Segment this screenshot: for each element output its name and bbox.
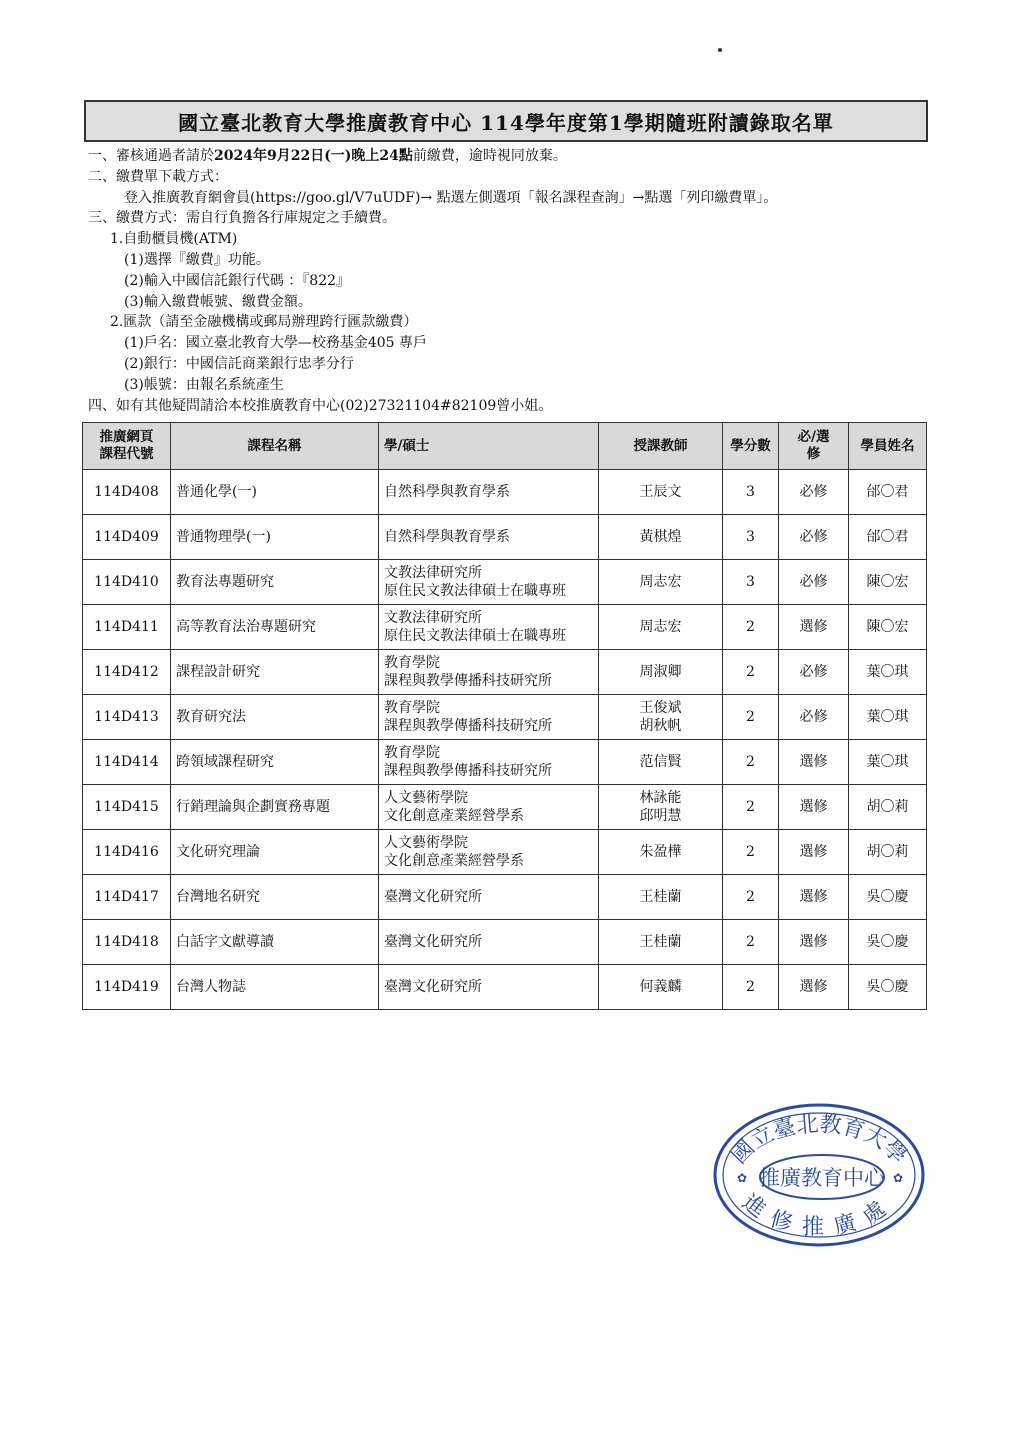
table-header-row — [83, 423, 927, 470]
course-type-cell — [779, 785, 849, 830]
student-name-cell — [849, 920, 927, 965]
credits-cell-text: 2 — [746, 979, 755, 995]
teacher-cell-text: 王辰文 — [639, 484, 682, 500]
course-type-cell-text: 必修 — [799, 574, 828, 590]
department-cell-text: 人文藝術學院 — [384, 790, 468, 806]
teacher-cell — [599, 470, 723, 515]
department-cell — [379, 515, 599, 560]
teacher-cell-text: 黃棋煌 — [639, 529, 682, 545]
atm-step-3: (3)輸入繳費帳號、繳費金額。 — [124, 293, 312, 310]
course-name-cell-text: 行銷理論與企劃實務專題 — [176, 799, 330, 815]
department-cell-text: 文化創意產業經營學系 — [384, 853, 524, 869]
table-row — [83, 695, 927, 740]
table-row — [83, 965, 927, 1010]
table-row — [83, 605, 927, 650]
teacher-cell — [599, 695, 723, 740]
course-type-cell — [779, 605, 849, 650]
course-name-cell-text: 跨領域課程研究 — [176, 754, 274, 770]
department-cell-text: 文教法律研究所 — [384, 565, 482, 581]
department-cell-text: 課程與教學傳播科技研究所 — [384, 673, 552, 689]
student-name-cell-text: 葉〇琪 — [866, 754, 909, 770]
teacher-cell — [599, 920, 723, 965]
course-name-cell — [171, 740, 379, 785]
course-type-cell-text: 必修 — [799, 484, 828, 500]
credits-cell-text: 2 — [746, 844, 755, 860]
official-seal — [712, 1100, 926, 1250]
course-type-cell — [779, 515, 849, 560]
course-code-cell-text: 114D410 — [94, 574, 159, 590]
seal-top-text: 國立臺北教育大學 — [726, 1112, 912, 1170]
table-body — [83, 470, 927, 1010]
student-name-cell — [849, 740, 927, 785]
header-course-code — [83, 423, 171, 470]
course-name-cell-text: 台灣人物誌 — [176, 979, 246, 995]
credits-cell — [723, 515, 779, 560]
course-code-cell — [83, 560, 171, 605]
department-cell — [379, 830, 599, 875]
course-code-cell — [83, 875, 171, 920]
credits-cell-text: 3 — [746, 574, 755, 590]
course-name-cell — [171, 605, 379, 650]
course-type-cell — [779, 920, 849, 965]
student-name-cell-text: 胡〇莉 — [866, 844, 909, 860]
course-type-cell — [779, 830, 849, 875]
course-type-cell — [779, 740, 849, 785]
course-type-cell-text: 選修 — [799, 799, 828, 815]
note-item-1-suffix: 前繳費，逾時視同放棄。 — [412, 148, 567, 164]
department-cell-text: 人文藝術學院 — [384, 835, 468, 851]
course-code-cell — [83, 740, 171, 785]
credits-cell-text: 2 — [746, 934, 755, 950]
course-code-cell-text: 114D417 — [94, 889, 159, 905]
teacher-cell-text: 范信賢 — [639, 754, 682, 770]
teacher-cell-text: 周淑卿 — [639, 664, 682, 680]
student-name-cell-text: 吳〇慶 — [866, 889, 909, 905]
table-row — [83, 785, 927, 830]
department-cell — [379, 605, 599, 650]
course-type-cell-text: 選修 — [799, 619, 828, 635]
note-item-2: 二、繳費單下載方式： — [88, 168, 228, 185]
teacher-cell-text: 王桂蘭 — [639, 889, 682, 905]
department-cell — [379, 875, 599, 920]
table-row — [83, 515, 927, 560]
course-code-cell — [83, 965, 171, 1010]
course-name-cell-text: 台灣地名研究 — [176, 889, 260, 905]
credits-cell — [723, 560, 779, 605]
credits-cell-text: 2 — [746, 709, 755, 725]
teacher-cell — [599, 830, 723, 875]
teacher-cell — [599, 965, 723, 1010]
course-type-cell-text: 選修 — [799, 889, 828, 905]
teacher-cell-text: 周志宏 — [639, 574, 682, 590]
student-name-cell — [849, 785, 927, 830]
admission-table — [82, 422, 927, 1010]
course-name-cell-text: 高等教育法治專題研究 — [176, 619, 316, 635]
wire-title: 2.匯款（請至金融機構或郵局辦理跨行匯款繳費） — [110, 314, 418, 331]
table-row — [83, 560, 927, 605]
course-name-cell — [171, 965, 379, 1010]
seal-bottom-text: 進修推廣處 — [737, 1189, 901, 1241]
credits-cell — [723, 695, 779, 740]
department-cell-text: 原住民文教法律碩士在職專班 — [384, 583, 566, 599]
student-name-cell-text: 陳〇宏 — [866, 574, 909, 590]
course-code-cell — [83, 785, 171, 830]
department-cell-text: 臺灣文化研究所 — [384, 979, 482, 995]
credits-cell-text: 2 — [746, 799, 755, 815]
student-name-cell-text: 胡〇莉 — [866, 799, 909, 815]
student-name-cell-text: 葉〇琪 — [866, 709, 909, 725]
document-title: 國立臺北教育大學推廣教育中心 114學年度第1學期隨班附讀錄取名單 — [84, 100, 928, 142]
note-item-4: 四、如有其他疑問請洽本校推廣教育中心(02)27321104#82109曾小姐。 — [88, 397, 553, 414]
course-name-cell — [171, 515, 379, 560]
credits-cell — [723, 605, 779, 650]
header-student-name: 學員姓名 — [849, 423, 927, 470]
course-type-cell-text: 必修 — [799, 709, 828, 725]
course-code-cell-text: 114D419 — [94, 979, 159, 995]
course-type-cell — [779, 470, 849, 515]
teacher-cell — [599, 605, 723, 650]
course-name-cell-text: 普通物理學(一) — [176, 529, 271, 545]
course-code-cell-text: 114D409 — [94, 529, 159, 545]
credits-cell — [723, 470, 779, 515]
department-cell — [379, 560, 599, 605]
note-item-2-detail: 登入推廣教育網會員(https://goo.gl/V7uUDF)→ 點選左側選項「報名課程查詢」→點選「列印繳費單」。 — [124, 189, 778, 206]
student-name-cell — [849, 650, 927, 695]
course-type-cell-text: 選修 — [799, 844, 828, 860]
seal-graphic — [715, 1105, 923, 1245]
course-type-cell-text: 選修 — [799, 754, 828, 770]
credits-cell — [723, 740, 779, 785]
credits-cell-text: 3 — [746, 484, 755, 500]
wire-step-2: (2)銀行：中國信託商業銀行忠孝分行 — [124, 355, 354, 372]
note-item-1 — [88, 146, 928, 167]
notes-section — [88, 146, 928, 416]
course-type-cell — [779, 650, 849, 695]
department-cell-text: 文教法律研究所 — [384, 610, 482, 626]
student-name-cell-text: 邰〇君 — [866, 529, 909, 545]
teacher-cell-text: 何義麟 — [639, 979, 682, 995]
student-name-cell — [849, 605, 927, 650]
header-department: 學/碩士 — [379, 423, 599, 470]
course-type-cell — [779, 560, 849, 605]
table-row — [83, 650, 927, 695]
student-name-cell-text: 陳〇宏 — [866, 619, 909, 635]
scan-speck — [718, 48, 722, 52]
course-code-cell-text: 114D411 — [94, 619, 159, 635]
header-course-type-line1: 必/選 — [797, 429, 830, 445]
course-name-cell-text: 普通化學(一) — [176, 484, 257, 500]
course-name-cell-text: 教育法專題研究 — [176, 574, 274, 590]
note-item-1-prefix: 一、審核通過者請於 — [88, 148, 214, 164]
course-name-cell-text: 教育研究法 — [176, 709, 246, 725]
course-name-cell-text: 文化研究理論 — [176, 844, 260, 860]
department-cell — [379, 965, 599, 1010]
teacher-cell-text: 王桂蘭 — [639, 934, 682, 950]
department-cell — [379, 740, 599, 785]
course-code-cell — [83, 830, 171, 875]
teacher-cell — [599, 875, 723, 920]
course-type-cell-text: 選修 — [799, 979, 828, 995]
course-type-cell-text: 選修 — [799, 934, 828, 950]
credits-cell — [723, 875, 779, 920]
department-cell — [379, 920, 599, 965]
department-cell-text: 課程與教學傳播科技研究所 — [384, 718, 552, 734]
course-code-cell — [83, 605, 171, 650]
teacher-cell — [599, 740, 723, 785]
course-type-cell-text: 必修 — [799, 529, 828, 545]
atm-step-2: (2)輸入中國信託銀行代碼 ：『822』 — [124, 272, 351, 289]
student-name-cell-text: 吳〇慶 — [866, 979, 909, 995]
student-name-cell — [849, 515, 927, 560]
header-course-code-line2: 課程代號 — [99, 446, 154, 462]
course-name-cell — [171, 560, 379, 605]
course-code-cell-text: 114D416 — [94, 844, 159, 860]
department-cell-text: 教育學院 — [384, 700, 440, 716]
credits-cell — [723, 650, 779, 695]
student-name-cell-text: 吳〇慶 — [866, 934, 909, 950]
seal-right-emblem-icon: ✿ — [892, 1171, 904, 1185]
teacher-cell-text: 林詠能 — [639, 790, 682, 806]
course-code-cell-text: 114D415 — [94, 799, 159, 815]
department-cell-text: 自然科學與教育學系 — [384, 484, 510, 500]
student-name-cell — [849, 695, 927, 740]
course-name-cell — [171, 830, 379, 875]
department-cell — [379, 650, 599, 695]
department-cell-text: 原住民文教法律碩士在職專班 — [384, 628, 566, 644]
table-row — [83, 875, 927, 920]
course-type-cell — [779, 695, 849, 740]
header-credits: 學分數 — [723, 423, 779, 470]
wire-step-1: (1)戶名：國立臺北教育大學—校務基金405 專戶 — [124, 335, 428, 352]
teacher-cell — [599, 560, 723, 605]
table-row — [83, 830, 927, 875]
student-name-cell — [849, 830, 927, 875]
student-name-cell — [849, 470, 927, 515]
credits-cell-text: 2 — [746, 889, 755, 905]
course-code-cell-text: 114D413 — [94, 709, 159, 725]
teacher-cell-text: 王俊斌 — [639, 700, 682, 716]
teacher-cell-text: 周志宏 — [639, 619, 682, 635]
course-name-cell-text: 白話字文獻導讀 — [176, 934, 274, 950]
course-name-cell — [171, 785, 379, 830]
course-code-cell-text: 114D414 — [94, 754, 159, 770]
student-name-cell — [849, 965, 927, 1010]
teacher-cell — [599, 515, 723, 560]
teacher-cell-text: 朱盈樺 — [639, 844, 682, 860]
credits-cell-text: 2 — [746, 754, 755, 770]
table-row — [83, 740, 927, 785]
atm-title: 1.自動櫃員機(ATM) — [110, 231, 238, 248]
course-code-cell — [83, 920, 171, 965]
note-item-3: 三、繳費方式：需自行負擔各行庫規定之手續費。 — [88, 210, 396, 227]
table-row — [83, 920, 927, 965]
teacher-cell-text: 胡秋帆 — [639, 718, 682, 734]
department-cell-text: 自然科學與教育學系 — [384, 529, 510, 545]
credits-cell-text: 2 — [746, 664, 755, 680]
teacher-cell — [599, 650, 723, 695]
seal-center-text: 推廣教育中心 — [759, 1166, 885, 1190]
atm-step-1: (1)選擇『繳費』功能。 — [124, 251, 270, 268]
credits-cell — [723, 920, 779, 965]
department-cell — [379, 470, 599, 515]
department-cell-text: 臺灣文化研究所 — [384, 934, 482, 950]
course-name-cell — [171, 875, 379, 920]
student-name-cell-text: 葉〇琪 — [866, 664, 909, 680]
credits-cell-text: 2 — [746, 619, 755, 635]
course-type-cell — [779, 875, 849, 920]
course-name-cell — [171, 650, 379, 695]
header-course-type-line2: 修 — [806, 446, 821, 462]
department-cell-text: 教育學院 — [384, 745, 440, 761]
header-course-type — [779, 423, 849, 470]
course-code-cell — [83, 470, 171, 515]
course-code-cell — [83, 650, 171, 695]
course-code-cell — [83, 515, 171, 560]
seal-left-emblem-icon: ✿ — [736, 1171, 748, 1185]
course-code-cell-text: 114D408 — [94, 484, 159, 500]
student-name-cell — [849, 875, 927, 920]
payment-deadline: 2024年9月22日(一)晚上24點 — [214, 148, 413, 164]
course-code-cell-text: 114D418 — [94, 934, 159, 950]
department-cell-text: 課程與教學傳播科技研究所 — [384, 763, 552, 779]
course-code-cell — [83, 695, 171, 740]
course-name-cell-text: 課程設計研究 — [176, 664, 260, 680]
course-name-cell — [171, 470, 379, 515]
credits-cell — [723, 830, 779, 875]
credits-cell-text: 3 — [746, 529, 755, 545]
department-cell-text: 教育學院 — [384, 655, 440, 671]
header-course-name: 課程名稱 — [171, 423, 379, 470]
course-name-cell — [171, 695, 379, 740]
wire-step-3: (3)帳號：由報名系統產生 — [124, 376, 284, 393]
table-row — [83, 470, 927, 515]
course-name-cell — [171, 920, 379, 965]
header-course-code-line1: 推廣網頁 — [99, 429, 154, 445]
teacher-cell-text: 邱明慧 — [639, 808, 682, 824]
teacher-cell — [599, 785, 723, 830]
department-cell — [379, 785, 599, 830]
department-cell-text: 臺灣文化研究所 — [384, 889, 482, 905]
credits-cell — [723, 965, 779, 1010]
department-cell-text: 文化創意產業經營學系 — [384, 808, 524, 824]
header-teacher: 授課教師 — [599, 423, 723, 470]
student-name-cell — [849, 560, 927, 605]
department-cell — [379, 695, 599, 740]
credits-cell — [723, 785, 779, 830]
course-type-cell-text: 必修 — [799, 664, 828, 680]
course-type-cell — [779, 965, 849, 1010]
student-name-cell-text: 邰〇君 — [866, 484, 909, 500]
course-code-cell-text: 114D412 — [94, 664, 159, 680]
